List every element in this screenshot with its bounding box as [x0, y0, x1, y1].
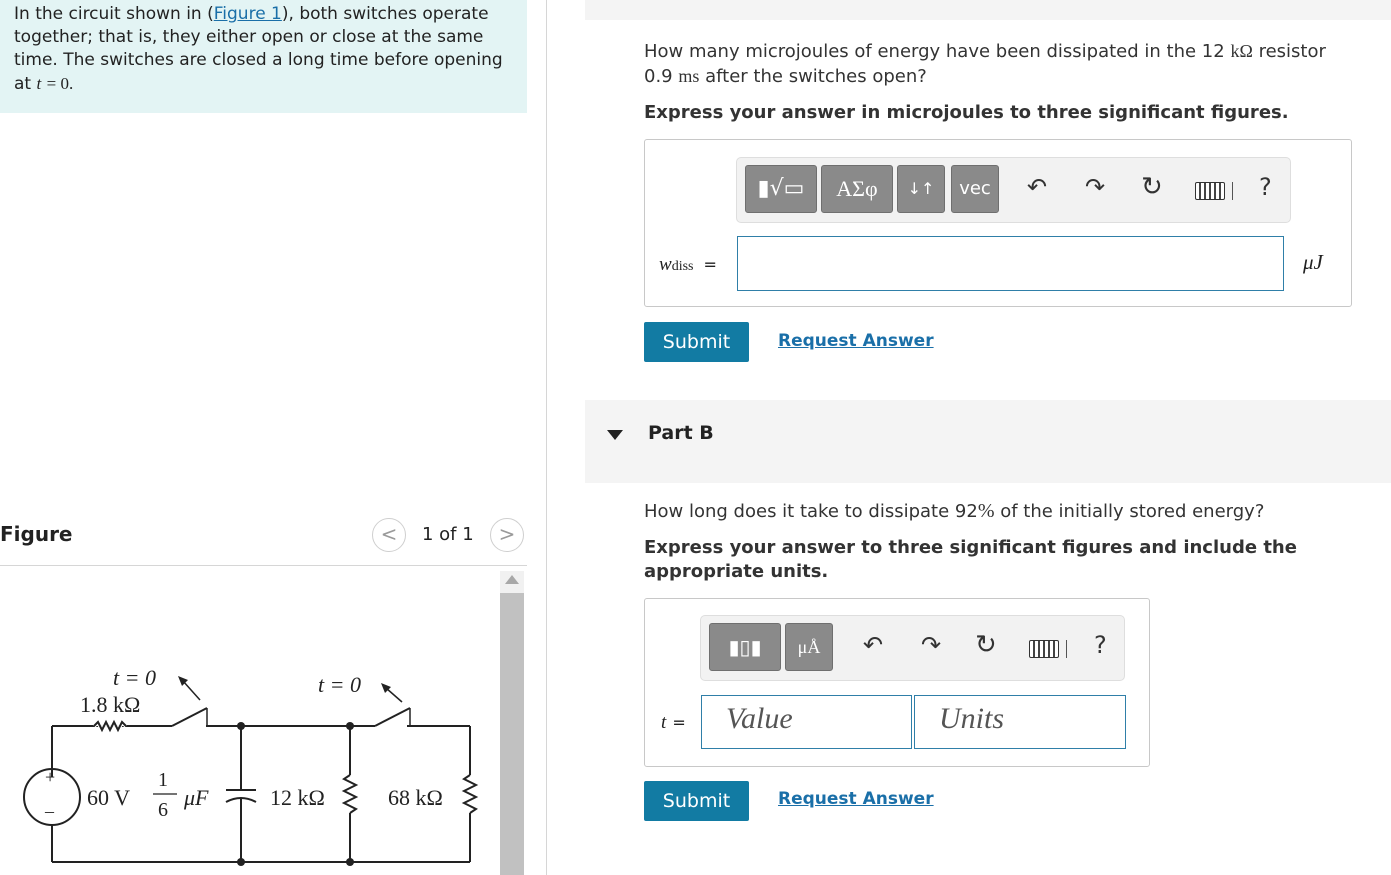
part-b-request-answer-link[interactable]: Request Answer — [778, 789, 934, 809]
keyboard-icon[interactable] — [1029, 640, 1059, 658]
undo-icon[interactable]: ↶ — [1027, 173, 1048, 201]
vector-button[interactable]: vec — [951, 165, 999, 213]
part-a-question: How many microjoules of energy have been dissipated in the 12 kΩ resistor 0.9 ms after the switches open? — [644, 41, 1326, 87]
part-b-instruction: Express your answer to three significant figures and include the appropriate units. — [644, 537, 1297, 582]
source-plus: + — [45, 767, 56, 787]
arrows-button[interactable]: ↓↑ — [897, 165, 945, 213]
help-icon[interactable]: ? — [1259, 173, 1272, 201]
intro-text-cont: ), both switches operate together; that is, they either open or close at the same time. The switches are closed a long time before opening at — [14, 4, 503, 94]
toolbar-separator — [1232, 182, 1233, 200]
figure-header — [0, 518, 527, 566]
resistor-2-label: 12 kΩ — [270, 785, 325, 810]
toolbar-separator — [1066, 640, 1067, 658]
templates-button[interactable] — [709, 623, 781, 671]
part-b-answer-box — [644, 598, 1150, 767]
part-a-submit-button[interactable]: Submit — [644, 322, 749, 362]
part-b-variable-label: t = — [661, 712, 686, 733]
figure-link[interactable]: Figure 1 — [213, 4, 282, 24]
scroll-thumb[interactable] — [500, 593, 524, 875]
greek-symbols-button[interactable]: ΑΣφ — [821, 165, 893, 213]
switch1-label: t = 0 — [113, 665, 156, 690]
source-minus: – — [45, 801, 54, 821]
figure-scrollbar[interactable] — [500, 571, 524, 875]
part-b-value-input[interactable]: Value — [701, 695, 912, 749]
left-panel — [0, 0, 546, 875]
source-label: 60 V — [87, 785, 130, 810]
value-units-icon: ▮▯▮ — [728, 635, 762, 659]
panel-divider[interactable] — [546, 0, 547, 875]
resistor-1-label: 1.8 kΩ — [80, 692, 141, 717]
part-a-instruction: Express your answer in microjoules to three significant figures. — [644, 102, 1289, 123]
part-a-answer-box — [644, 139, 1352, 307]
problem-intro — [0, 0, 527, 113]
part-b-title: Part B — [648, 422, 714, 444]
part-b-header[interactable] — [585, 400, 1391, 483]
part-a-request-answer-link[interactable]: Request Answer — [778, 331, 934, 351]
cap-unit: μF — [184, 785, 209, 810]
next-figure-button[interactable]: > — [490, 518, 524, 552]
collapse-caret-icon[interactable] — [607, 430, 623, 440]
time-variable: t — [36, 74, 42, 93]
switch2-label: t = 0 — [318, 672, 361, 697]
figure-pager: 1 of 1 — [422, 524, 474, 545]
undo-icon[interactable]: ↶ — [863, 631, 884, 659]
fraction-sqrt-icon: ▮√▭ — [757, 176, 805, 201]
figure-title: Figure — [0, 522, 73, 546]
part-b-question: How long does it take to dissipate 92% of the initially stored energy? — [644, 500, 1265, 522]
part-a-answer-input[interactable] — [737, 236, 1284, 291]
part-b-toolbar — [700, 615, 1125, 681]
cap-numerator: 1 — [158, 769, 168, 791]
resistor-3-label: 68 kΩ — [388, 785, 443, 810]
part-a-variable-label: wdiss = — [659, 254, 717, 275]
time-value: = 0. — [46, 74, 74, 93]
part-b-units-input[interactable]: Units — [914, 695, 1126, 749]
reset-icon[interactable]: ↻ — [975, 630, 997, 660]
part-a-header-strip — [585, 0, 1391, 20]
keyboard-icon[interactable] — [1195, 182, 1225, 200]
redo-icon[interactable]: ↷ — [1085, 173, 1106, 201]
part-b-submit-button[interactable]: Submit — [644, 781, 749, 821]
scroll-up-icon[interactable] — [505, 575, 519, 584]
intro-text: In the circuit shown in ( — [14, 4, 214, 24]
prev-figure-button[interactable]: < — [372, 518, 406, 552]
templates-button[interactable] — [745, 165, 817, 213]
circuit-diagram — [0, 640, 500, 875]
units-button[interactable]: μÅ — [785, 623, 833, 671]
part-a-math-toolbar — [736, 157, 1291, 223]
redo-icon[interactable]: ↷ — [921, 631, 942, 659]
cap-denominator: 6 — [158, 799, 168, 821]
help-icon[interactable]: ? — [1094, 631, 1107, 659]
reset-icon[interactable]: ↻ — [1141, 172, 1163, 202]
part-a-unit-label: μJ — [1303, 250, 1323, 274]
